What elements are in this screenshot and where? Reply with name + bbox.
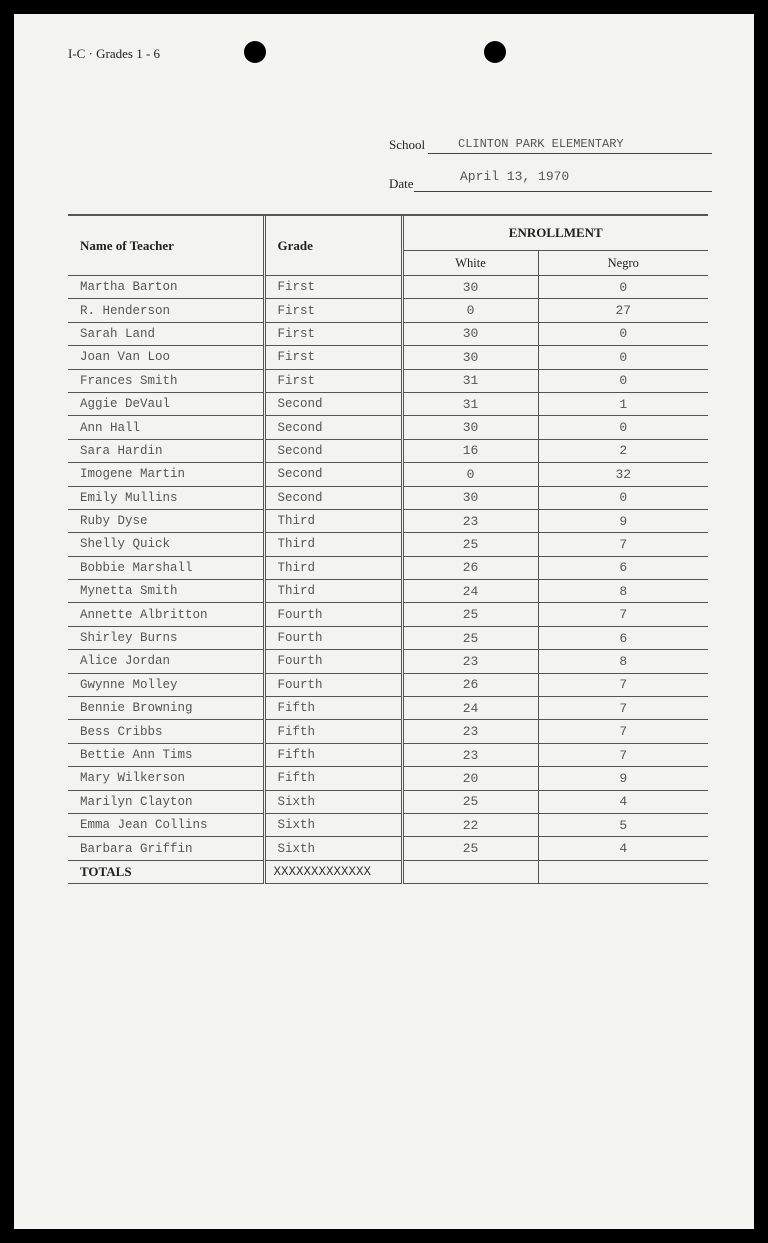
totals-label: TOTALS <box>68 860 264 883</box>
table-row <box>68 392 708 415</box>
white-count: 25 <box>402 837 538 860</box>
enrollment-table <box>68 216 708 884</box>
negro-count: 4 <box>538 790 708 813</box>
teacher-name: Mynetta Smith <box>68 580 264 603</box>
negro-count: 6 <box>538 626 708 649</box>
grade-cell: First <box>264 346 402 369</box>
negro-count: 0 <box>538 322 708 345</box>
white-count: 25 <box>402 533 538 556</box>
white-count: 0 <box>402 463 538 486</box>
negro-count: 5 <box>538 813 708 836</box>
teacher-name: Gwynne Molley <box>68 673 264 696</box>
white-count: 30 <box>402 486 538 509</box>
negro-count: 8 <box>538 650 708 673</box>
teacher-name: Annette Albritton <box>68 603 264 626</box>
negro-count: 0 <box>538 416 708 439</box>
teacher-name: Sara Hardin <box>68 439 264 462</box>
teacher-name: R. Henderson <box>68 299 264 322</box>
white-count: 23 <box>402 743 538 766</box>
white-count: 31 <box>402 369 538 392</box>
teacher-name: Ann Hall <box>68 416 264 439</box>
grade-cell: Fourth <box>264 626 402 649</box>
teacher-name: Sarah Land <box>68 322 264 345</box>
negro-count: 6 <box>538 556 708 579</box>
white-count: 24 <box>402 580 538 603</box>
negro-count: 9 <box>538 509 708 532</box>
grade-cell: First <box>264 322 402 345</box>
negro-count: 4 <box>538 837 708 860</box>
grade-cell: Fourth <box>264 673 402 696</box>
grade-cell: Second <box>264 439 402 462</box>
white-count: 20 <box>402 767 538 790</box>
table-row <box>68 509 708 532</box>
grade-cell: Second <box>264 463 402 486</box>
table-row <box>68 369 708 392</box>
teacher-name: Frances Smith <box>68 369 264 392</box>
table-row <box>68 837 708 860</box>
grade-cell: Third <box>264 533 402 556</box>
grade-cell: First <box>264 369 402 392</box>
negro-count: 0 <box>538 346 708 369</box>
negro-count: 0 <box>538 369 708 392</box>
table-row <box>68 463 708 486</box>
negro-count: 7 <box>538 720 708 743</box>
white-count: 25 <box>402 790 538 813</box>
grade-cell: First <box>264 299 402 322</box>
teacher-name: Aggie DeVaul <box>68 392 264 415</box>
teacher-name: Bennie Browning <box>68 697 264 720</box>
school-underline <box>428 153 712 154</box>
negro-count: 0 <box>538 486 708 509</box>
negro-count: 8 <box>538 580 708 603</box>
grade-cell: First <box>264 276 402 299</box>
teacher-name: Shirley Burns <box>68 626 264 649</box>
white-count: 25 <box>402 626 538 649</box>
grade-cell: Second <box>264 392 402 415</box>
white-count: 23 <box>402 650 538 673</box>
table-row <box>68 486 708 509</box>
negro-count: 7 <box>538 743 708 766</box>
negro-count: 7 <box>538 673 708 696</box>
school-value: CLINTON PARK ELEMENTARY <box>458 137 624 151</box>
form-id: I-C · Grades 1 - 6 <box>68 46 161 61</box>
teacher-name: Imogene Martin <box>68 463 264 486</box>
teacher-name: Alice Jordan <box>68 650 264 673</box>
white-count: 31 <box>402 392 538 415</box>
white-count: 22 <box>402 813 538 836</box>
table-row <box>68 603 708 626</box>
table-row <box>68 346 708 369</box>
date-label: Date <box>389 176 414 191</box>
negro-count: 9 <box>538 767 708 790</box>
punch-hole-left <box>244 41 266 63</box>
grade-cell: Fourth <box>264 603 402 626</box>
table-row <box>68 720 708 743</box>
table-row <box>68 439 708 462</box>
grade-cell: Fifth <box>264 743 402 766</box>
white-count: 24 <box>402 697 538 720</box>
table-row <box>68 580 708 603</box>
teacher-name: Bettie Ann Tims <box>68 743 264 766</box>
teacher-name: Marilyn Clayton <box>68 790 264 813</box>
white-count: 25 <box>402 603 538 626</box>
grade-cell: Third <box>264 580 402 603</box>
white-count: 30 <box>402 276 538 299</box>
table-row <box>68 813 708 836</box>
grade-cell: Fifth <box>264 720 402 743</box>
white-count: 23 <box>402 720 538 743</box>
grade-cell: Sixth <box>264 813 402 836</box>
negro-count: 27 <box>538 299 708 322</box>
totals-grade: XXXXXXXXXXXXX <box>264 860 402 883</box>
negro-count: 1 <box>538 392 708 415</box>
negro-header: Negro <box>538 251 708 276</box>
teacher-name: Bobbie Marshall <box>68 556 264 579</box>
teacher-name: Emma Jean Collins <box>68 813 264 836</box>
negro-count: 7 <box>538 603 708 626</box>
school-label: School <box>389 137 426 152</box>
grade-cell: Fifth <box>264 697 402 720</box>
grade-cell: Third <box>264 556 402 579</box>
grade-header: Grade <box>264 216 402 276</box>
white-count: 30 <box>402 346 538 369</box>
teacher-header: Name of Teacher <box>68 216 264 276</box>
teacher-name: Barbara Griffin <box>68 837 264 860</box>
teacher-name: Emily Mullins <box>68 486 264 509</box>
grade-cell: Second <box>264 486 402 509</box>
white-count: 26 <box>402 673 538 696</box>
white-count: 0 <box>402 299 538 322</box>
grade-cell: Sixth <box>264 790 402 813</box>
grade-cell: Fourth <box>264 650 402 673</box>
negro-count: 7 <box>538 533 708 556</box>
table-row <box>68 790 708 813</box>
negro-count: 0 <box>538 276 708 299</box>
enrollment-header: ENROLLMENT <box>402 216 708 251</box>
white-count: 30 <box>402 416 538 439</box>
table-row <box>68 299 708 322</box>
grade-cell: Sixth <box>264 837 402 860</box>
table-row <box>68 533 708 556</box>
negro-count: 2 <box>538 439 708 462</box>
white-count: 23 <box>402 509 538 532</box>
table-row <box>68 673 708 696</box>
table-row <box>68 322 708 345</box>
teacher-name: Bess Cribbs <box>68 720 264 743</box>
grade-cell: Third <box>264 509 402 532</box>
date-underline <box>414 191 712 192</box>
teacher-name: Martha Barton <box>68 276 264 299</box>
white-count: 30 <box>402 322 538 345</box>
table-row <box>68 650 708 673</box>
grade-cell: Second <box>264 416 402 439</box>
teacher-name: Mary Wilkerson <box>68 767 264 790</box>
totals-row <box>68 860 708 883</box>
table-row <box>68 276 708 299</box>
table-row <box>68 416 708 439</box>
teacher-name: Joan Van Loo <box>68 346 264 369</box>
table-row <box>68 556 708 579</box>
white-header: White <box>402 251 538 276</box>
negro-count: 7 <box>538 697 708 720</box>
table-row <box>68 697 708 720</box>
date-value: April 13, 1970 <box>460 169 570 184</box>
white-count: 16 <box>402 439 538 462</box>
grade-cell: Fifth <box>264 767 402 790</box>
totals-white <box>402 860 538 883</box>
totals-negro <box>538 860 708 883</box>
table-row <box>68 767 708 790</box>
teacher-name: Ruby Dyse <box>68 509 264 532</box>
punch-hole-right <box>484 41 506 63</box>
table-row <box>68 743 708 766</box>
negro-count: 32 <box>538 463 708 486</box>
white-count: 26 <box>402 556 538 579</box>
teacher-name: Shelly Quick <box>68 533 264 556</box>
table-row <box>68 626 708 649</box>
